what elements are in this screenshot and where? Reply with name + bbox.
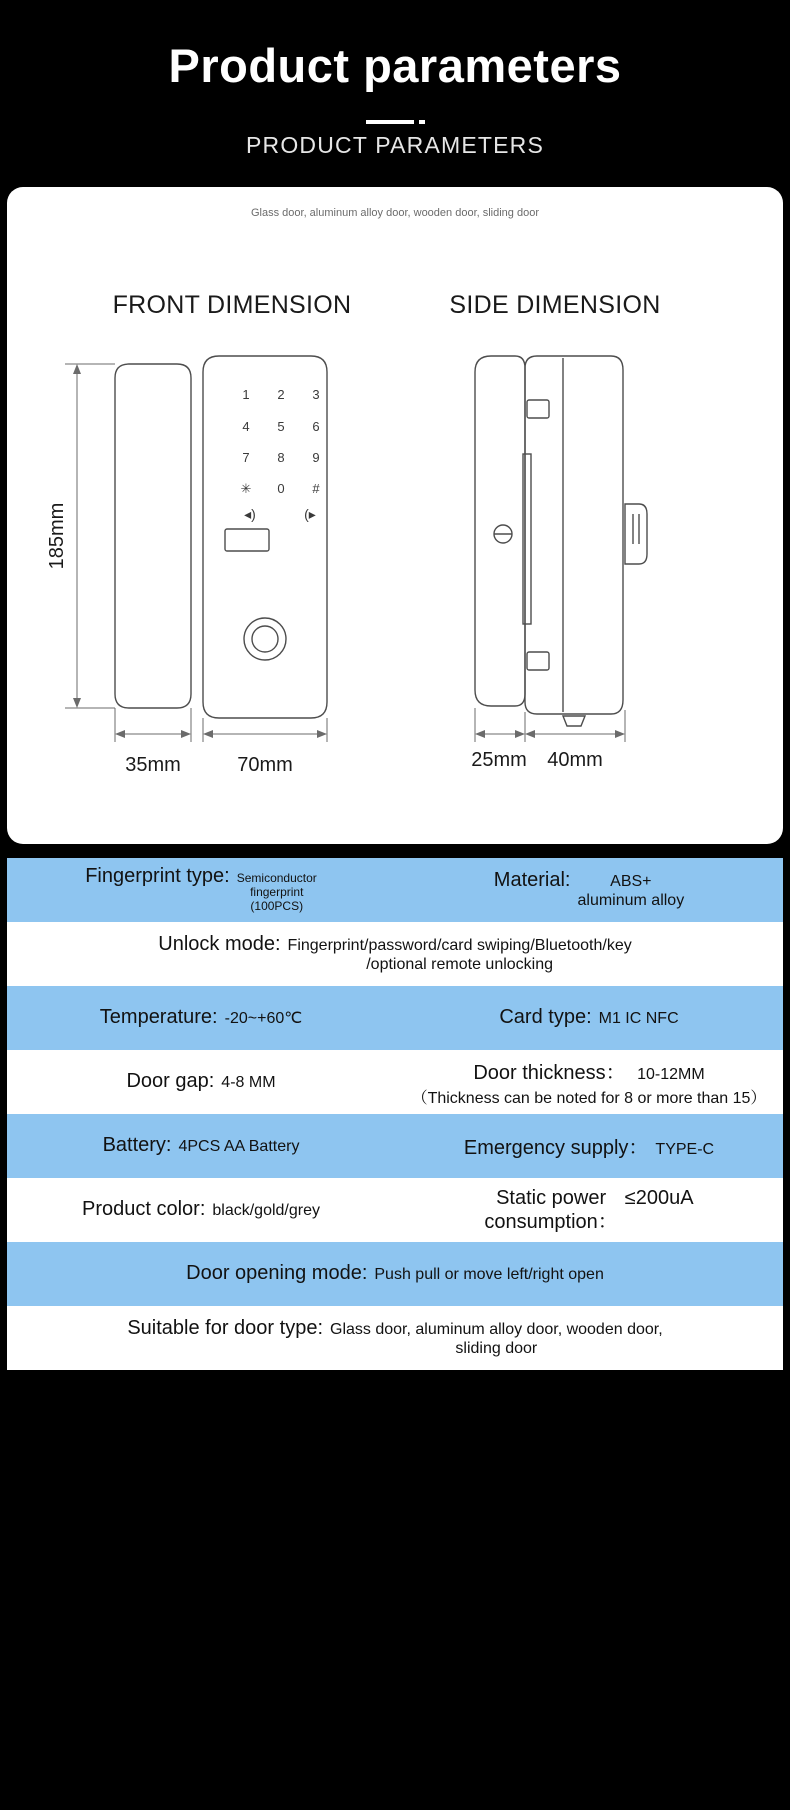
front-right-width-label: 70mm (237, 753, 293, 776)
specification-table (7, 858, 783, 1370)
dimension-titles (7, 291, 783, 320)
spec-value (330, 1321, 663, 1358)
table-row (7, 1050, 783, 1114)
table-row (7, 1178, 783, 1242)
svg-text:2: 2 (277, 386, 285, 402)
spec-value-line2: /optional remote unlocking (366, 955, 554, 973)
spec-static-power (395, 1186, 783, 1234)
side-dimension-title: SIDE DIMENSION (449, 290, 661, 319)
spec-label: Temperature: (99, 1006, 218, 1029)
spec-fingerprint-type (7, 865, 395, 913)
front-dimension-title: FRONT DIMENSION (112, 290, 352, 319)
svg-text:4: 4 (242, 418, 250, 434)
side-right-depth-label: 40mm (547, 748, 603, 771)
spec-label: Battery: (102, 1134, 172, 1157)
side-left-depth-label: 25mm (471, 748, 527, 771)
spec-value-line1: Fingerprint/password/card swiping/Bluetooth/key (287, 937, 632, 955)
spec-label: Fingerprint type: (85, 865, 230, 888)
height-dimension-label: 185mm (46, 502, 68, 570)
spec-value-line2: fingerprint (250, 885, 304, 900)
svg-text:9: 9 (312, 449, 320, 465)
spec-value-note: （Thickness can be noted for 8 or more than 15） (411, 1089, 767, 1107)
spec-door-thickness (395, 1056, 783, 1108)
spec-value: M1 IC NFC (598, 1010, 679, 1028)
svg-text:◂): ◂) (244, 505, 256, 522)
table-row (7, 1306, 783, 1370)
svg-text:5: 5 (277, 418, 285, 434)
svg-text:(▸: (▸ (304, 505, 316, 522)
spec-card-type (395, 1006, 783, 1029)
spec-value: 10-12MM (637, 1065, 705, 1083)
spec-label: Product color: (81, 1198, 206, 1221)
spec-emergency-supply (395, 1131, 783, 1160)
dimension-card (7, 187, 783, 844)
spec-value-wrapper (403, 1056, 775, 1108)
spec-value: -20~+60℃ (224, 1010, 303, 1028)
spec-unlock-mode (7, 933, 783, 974)
spec-value: 4-8 MM (221, 1074, 276, 1092)
spec-value: Push pull or move left/right open (374, 1266, 604, 1284)
spec-door-gap (7, 1070, 395, 1093)
svg-text:7: 7 (242, 449, 250, 465)
spec-door-opening-mode (7, 1262, 783, 1285)
spec-label: Card type: (499, 1006, 592, 1029)
spec-value-line1: ABS+ (610, 873, 652, 891)
spec-value-line1: Semiconductor (236, 871, 317, 886)
spec-value (237, 872, 317, 913)
spec-label: Suitable for door type: (127, 1317, 324, 1340)
table-row (7, 1242, 783, 1306)
spec-label: Static power consumption： (484, 1186, 618, 1233)
spec-label: Door opening mode: (186, 1262, 368, 1285)
svg-text:6: 6 (312, 418, 320, 434)
product-dimension-diagram (7, 334, 783, 834)
spec-value: TYPE-C (655, 1141, 715, 1159)
spec-label: Material: (493, 869, 571, 892)
spec-label: Door thickness： (473, 1061, 626, 1084)
page-title: Product parameters (168, 39, 622, 92)
spec-value-line2: aluminum alloy (577, 891, 685, 909)
spec-battery (7, 1134, 395, 1157)
table-row (7, 1114, 783, 1178)
svg-text:✳: ✳ (240, 480, 252, 496)
table-row (7, 986, 783, 1050)
door-type-note: Glass door, aluminum alloy door, wooden door, sliding door (250, 206, 539, 219)
spec-label: Emergency supply： (463, 1137, 649, 1160)
spec-value: ≤200uA (624, 1186, 694, 1209)
spec-value-line1: Glass door, aluminum alloy door, wooden door, (330, 1321, 663, 1339)
svg-text:#: # (312, 480, 320, 496)
divider-bar (366, 120, 414, 124)
divider-dot (419, 120, 425, 124)
svg-text:8: 8 (277, 449, 285, 465)
svg-text:1: 1 (242, 386, 250, 402)
spec-value (288, 937, 632, 974)
spec-value: black/gold/grey (212, 1202, 320, 1220)
table-row (7, 922, 783, 986)
spec-value-line3: (100PCS) (250, 899, 304, 914)
spec-value-line2: sliding door (455, 1339, 538, 1357)
spec-temperature (7, 1006, 395, 1029)
spec-suitable-door-type (7, 1317, 783, 1358)
spec-value (577, 873, 684, 910)
spec-label: Door gap: (126, 1070, 215, 1093)
spec-value: 4PCS AA Battery (178, 1138, 300, 1156)
front-left-width-label: 35mm (125, 753, 181, 776)
page-header (0, 0, 790, 187)
spec-product-color (7, 1198, 395, 1221)
spec-line-main (473, 1056, 704, 1085)
spec-label: Unlock mode: (158, 933, 281, 956)
svg-text:3: 3 (312, 386, 320, 402)
page-subtitle: PRODUCT PARAMETERS (245, 131, 545, 158)
table-row (7, 858, 783, 922)
spec-material (395, 869, 783, 910)
svg-text:0: 0 (277, 480, 285, 496)
